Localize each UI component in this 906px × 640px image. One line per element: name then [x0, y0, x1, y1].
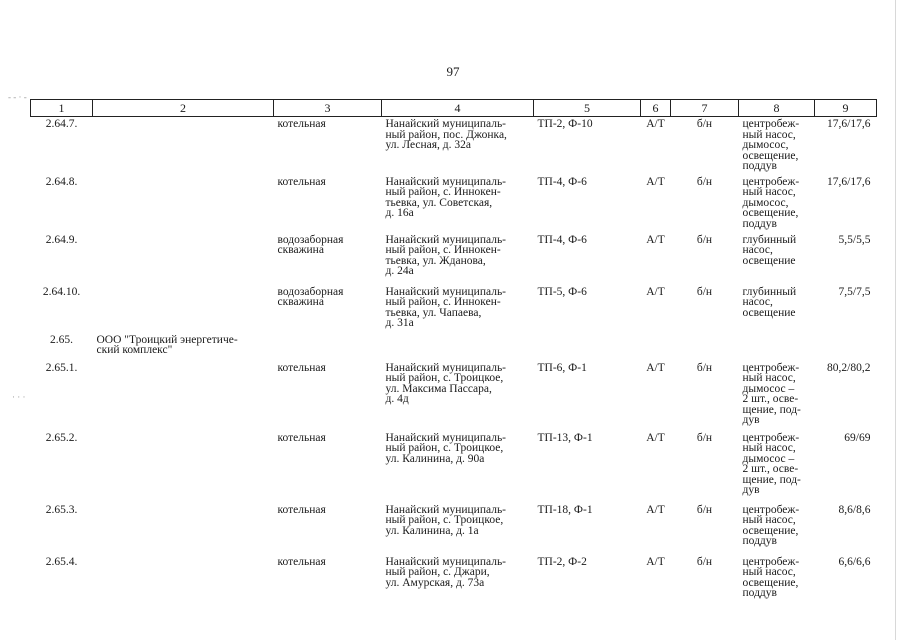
- cell-text: насос,: [742, 244, 773, 256]
- cell-text: ТП-4, Ф-6: [537, 175, 587, 188]
- cell-text: освещение: [742, 254, 796, 267]
- cell-text: освещение,: [742, 576, 799, 589]
- cell-text: щение, под-: [742, 473, 801, 486]
- address-cell: [382, 333, 534, 361]
- cell-text: ный район, пос. Джонка,: [385, 128, 507, 141]
- equipment-cell: [739, 431, 815, 503]
- column-header: 3: [274, 100, 382, 117]
- facility-type-cell: [274, 117, 382, 175]
- equipment-cell: [739, 175, 815, 233]
- organization-cell: [93, 175, 274, 233]
- cell-text: тьевка, ул. Чапаева,: [385, 306, 482, 319]
- row-number-cell: [31, 333, 93, 361]
- cell-text: Нанайский муниципаль-: [385, 285, 507, 298]
- cell-text: тьевка, ул. Жданова,: [385, 254, 486, 267]
- column-header: 4: [382, 100, 534, 117]
- cell-text: 17,6/17,6: [827, 118, 871, 130]
- organization-cell: [93, 333, 274, 361]
- cell-text: ул. Калинина, д. 1а: [385, 524, 479, 537]
- cell-text: освещение,: [742, 207, 799, 219]
- cell-text: 2.64.7.: [45, 118, 78, 130]
- cell-text: д. 16а: [385, 207, 414, 219]
- column-header: 1: [31, 100, 93, 117]
- cell-text: 8,6/8,6: [838, 503, 871, 516]
- equipment-cell: [739, 233, 815, 285]
- cell-text: котельная: [277, 503, 326, 516]
- equipment-cell: [739, 555, 815, 607]
- cell-text: котельная: [277, 431, 326, 444]
- substation-cell: [534, 503, 641, 555]
- cell-text: ный насос,: [742, 186, 796, 198]
- row-number-cell: [31, 503, 93, 555]
- cell-text: ТП-2, Ф-10: [537, 118, 593, 130]
- row-number-cell: [31, 555, 93, 607]
- category-cell: [641, 285, 671, 333]
- facility-type-cell: [274, 555, 382, 607]
- cell-text: Нанайский муниципаль-: [385, 431, 507, 444]
- cell-text: А/Т: [646, 233, 665, 246]
- column-header: 5: [534, 100, 641, 117]
- number-cell: [671, 117, 739, 175]
- address-cell: [382, 175, 534, 233]
- page-number: 97: [446, 64, 460, 79]
- cell-text: ный район, с. Джари,: [385, 566, 490, 578]
- cell-text: д. 24а: [385, 265, 414, 277]
- facility-type-cell: [274, 333, 382, 361]
- cell-text: 2.65.2.: [45, 431, 78, 444]
- cell-text: котельная: [277, 361, 326, 374]
- cell-text: ул. Максима Пассара,: [385, 382, 492, 395]
- substation-cell: [534, 333, 641, 361]
- column-number-row: [31, 100, 877, 117]
- table-row: [31, 233, 877, 285]
- cell-text: ТП-18, Ф-1: [537, 503, 593, 516]
- row-number-cell: [31, 233, 93, 285]
- number-cell: [671, 285, 739, 333]
- organization-cell: [93, 285, 274, 333]
- facility-type-cell: [274, 361, 382, 431]
- power-cell: [815, 175, 877, 233]
- cell-text: Нанайский муниципаль-: [385, 118, 507, 130]
- cell-text: 2.65.1.: [45, 361, 78, 374]
- cell-text: А/Т: [646, 285, 665, 298]
- facility-type-cell: [274, 431, 382, 503]
- category-cell: [641, 361, 671, 431]
- equipment-cell: [739, 117, 815, 175]
- cell-text: ный насос,: [742, 128, 796, 141]
- cell-text: 2.64.10.: [42, 285, 81, 298]
- cell-text: насос,: [742, 296, 773, 308]
- number-cell: [671, 555, 739, 607]
- number-cell: [671, 175, 739, 233]
- table-row: [31, 431, 877, 503]
- table-row: [31, 117, 877, 175]
- cell-text: б/н: [696, 503, 713, 516]
- number-cell: [671, 333, 739, 361]
- cell-text: ный район, с. Троицкое,: [385, 442, 504, 454]
- cell-text: дымосос,: [742, 139, 789, 151]
- substation-cell: [534, 555, 641, 607]
- cell-text: 80,2/80,2: [827, 361, 871, 374]
- address-cell: [382, 117, 534, 175]
- cell-text: ный район, с. Троицкое,: [385, 372, 504, 384]
- cell-text: центробеж-: [742, 175, 800, 188]
- cell-text: д. 31а: [385, 317, 414, 329]
- category-cell: [641, 117, 671, 175]
- equipment-cell: [739, 285, 815, 333]
- cell-text: д. 4д: [385, 393, 409, 405]
- cell-text: 2.64.9.: [45, 233, 78, 246]
- cell-text: тьевка, ул. Советская,: [385, 196, 493, 209]
- substation-cell: [534, 431, 641, 503]
- cell-text: ТП-2, Ф-2: [537, 555, 587, 568]
- cell-text: ный насос,: [742, 442, 796, 454]
- cell-text: водозаборная: [277, 285, 344, 298]
- table-body: [31, 117, 877, 607]
- cell-text: котельная: [277, 175, 326, 188]
- organization-cell: [93, 233, 274, 285]
- row-number-cell: [31, 431, 93, 503]
- equipment-cell: [739, 503, 815, 555]
- cell-text: дымосос,: [742, 196, 789, 209]
- category-cell: [641, 555, 671, 607]
- cell-text: Нанайский муниципаль-: [385, 361, 507, 374]
- organization-cell: [93, 361, 274, 431]
- cell-text: щение, под-: [742, 403, 801, 416]
- cell-text: освещение,: [742, 524, 799, 537]
- cell-text: поддув: [742, 535, 777, 547]
- substation-cell: [534, 361, 641, 431]
- number-cell: [671, 431, 739, 503]
- cell-text: ный район, с. Иннокен-: [385, 296, 501, 308]
- category-cell: [641, 503, 671, 555]
- cell-text: ный район, с. Иннокен-: [385, 186, 501, 198]
- number-cell: [671, 361, 739, 431]
- cell-text: ТП-5, Ф-6: [537, 285, 587, 298]
- cell-text: 2 шт., осве-: [742, 463, 799, 475]
- category-cell: [641, 333, 671, 361]
- cell-text: центробеж-: [742, 118, 800, 130]
- cell-text: Нанайский муниципаль-: [385, 175, 507, 188]
- cell-text: ул. Лесная, д. 32а: [385, 139, 471, 151]
- cell-text: центробеж-: [742, 361, 800, 374]
- address-cell: [382, 361, 534, 431]
- column-header: 8: [739, 100, 815, 117]
- cell-text: ул. Калинина, д. 90а: [385, 452, 485, 465]
- cell-text: ский комплекс": [96, 344, 173, 356]
- scan-artifact: · · ·: [12, 392, 26, 402]
- cell-text: поддув: [742, 160, 777, 172]
- row-number-cell: [31, 285, 93, 333]
- cell-text: 5,5/5,5: [838, 233, 871, 246]
- cell-text: 6,6/6,6: [838, 555, 871, 568]
- cell-text: освещение,: [742, 149, 799, 162]
- cell-text: ООО "Троицкий энергетиче-: [96, 333, 238, 346]
- category-cell: [641, 175, 671, 233]
- power-cell: [815, 285, 877, 333]
- substation-cell: [534, 233, 641, 285]
- cell-text: поддув: [742, 217, 777, 230]
- cell-text: А/Т: [646, 503, 665, 516]
- organization-cell: [93, 555, 274, 607]
- power-cell: [815, 233, 877, 285]
- cell-text: ул. Амурская, д. 73а: [385, 576, 485, 589]
- cell-text: ный насос,: [742, 566, 796, 578]
- category-cell: [641, 233, 671, 285]
- equipment-cell: [739, 361, 815, 431]
- category-cell: [641, 431, 671, 503]
- table-row: [31, 361, 877, 431]
- cell-text: б/н: [696, 555, 713, 568]
- cell-text: 7,5/7,5: [838, 285, 871, 298]
- cell-text: скважина: [277, 296, 324, 308]
- facility-type-cell: [274, 503, 382, 555]
- cell-text: котельная: [277, 555, 326, 568]
- cell-text: поддув: [742, 587, 777, 599]
- table-row: [31, 503, 877, 555]
- cell-text: центробеж-: [742, 555, 800, 568]
- cell-text: глубинный: [742, 285, 797, 298]
- organization-cell: [93, 117, 274, 175]
- cell-text: Нанайский муниципаль-: [385, 555, 507, 568]
- scan-artifact: - - · -: [8, 92, 27, 102]
- address-cell: [382, 555, 534, 607]
- cell-text: б/н: [696, 233, 713, 246]
- cell-text: б/н: [696, 361, 713, 374]
- cell-text: ный район, с. Иннокен-: [385, 244, 501, 256]
- cell-text: дув: [742, 484, 760, 496]
- address-cell: [382, 285, 534, 333]
- organization-cell: [93, 503, 274, 555]
- scan-edge-line: [895, 0, 896, 640]
- power-cell: [815, 117, 877, 175]
- power-cell: [815, 431, 877, 503]
- cell-text: освещение: [742, 306, 796, 319]
- column-header: 9: [815, 100, 877, 117]
- column-header: 7: [671, 100, 739, 117]
- cell-text: ный насос,: [742, 514, 796, 526]
- substation-cell: [534, 285, 641, 333]
- cell-text: б/н: [696, 118, 713, 130]
- substation-cell: [534, 175, 641, 233]
- cell-text: А/Т: [646, 555, 665, 568]
- cell-text: водозаборная: [277, 233, 344, 246]
- cell-text: центробеж-: [742, 503, 800, 516]
- cell-text: А/Т: [646, 361, 665, 374]
- facility-type-cell: [274, 175, 382, 233]
- cell-text: 2.64.8.: [45, 175, 78, 188]
- cell-text: А/Т: [646, 118, 665, 130]
- power-cell: [815, 503, 877, 555]
- row-number-cell: [31, 361, 93, 431]
- table-row: [31, 175, 877, 233]
- facility-type-cell: [274, 233, 382, 285]
- number-cell: [671, 233, 739, 285]
- cell-text: скважина: [277, 244, 324, 256]
- cell-text: центробеж-: [742, 431, 800, 444]
- facilities-table: [30, 99, 877, 607]
- address-cell: [382, 431, 534, 503]
- row-number-cell: [31, 117, 93, 175]
- cell-text: ТП-6, Ф-1: [537, 361, 587, 374]
- cell-text: ТП-13, Ф-1: [537, 431, 593, 444]
- table-row: [31, 555, 877, 607]
- substation-cell: [534, 117, 641, 175]
- power-cell: [815, 361, 877, 431]
- column-header: 2: [93, 100, 274, 117]
- row-number-cell: [31, 175, 93, 233]
- cell-text: котельная: [277, 118, 326, 130]
- power-cell: [815, 333, 877, 361]
- cell-text: Нанайский муниципаль-: [385, 233, 507, 246]
- cell-text: 2.65.3.: [45, 503, 78, 516]
- cell-text: 2 шт., осве-: [742, 393, 799, 405]
- organization-cell: [93, 431, 274, 503]
- column-header: 6: [641, 100, 671, 117]
- cell-text: б/н: [696, 431, 713, 444]
- cell-text: ный район, с. Троицкое,: [385, 514, 504, 526]
- cell-text: б/н: [696, 175, 713, 188]
- cell-text: глубинный: [742, 233, 797, 246]
- power-cell: [815, 555, 877, 607]
- cell-text: б/н: [696, 285, 713, 298]
- table-row: [31, 285, 877, 333]
- facility-type-cell: [274, 285, 382, 333]
- cell-text: Нанайский муниципаль-: [385, 503, 507, 516]
- cell-text: ТП-4, Ф-6: [537, 233, 587, 246]
- number-cell: [671, 503, 739, 555]
- cell-text: 69/69: [844, 431, 871, 444]
- cell-text: дымосос –: [742, 382, 795, 395]
- cell-text: 2.65.4.: [45, 555, 78, 568]
- address-cell: [382, 503, 534, 555]
- table-row: [31, 333, 877, 361]
- cell-text: дымосос –: [742, 452, 795, 465]
- cell-text: ный насос,: [742, 372, 796, 384]
- cell-text: А/Т: [646, 175, 665, 188]
- cell-text: дув: [742, 414, 760, 426]
- address-cell: [382, 233, 534, 285]
- cell-text: 2.65.: [50, 333, 73, 346]
- equipment-cell: [739, 333, 815, 361]
- cell-text: 17,6/17,6: [827, 175, 871, 188]
- cell-text: А/Т: [646, 431, 665, 444]
